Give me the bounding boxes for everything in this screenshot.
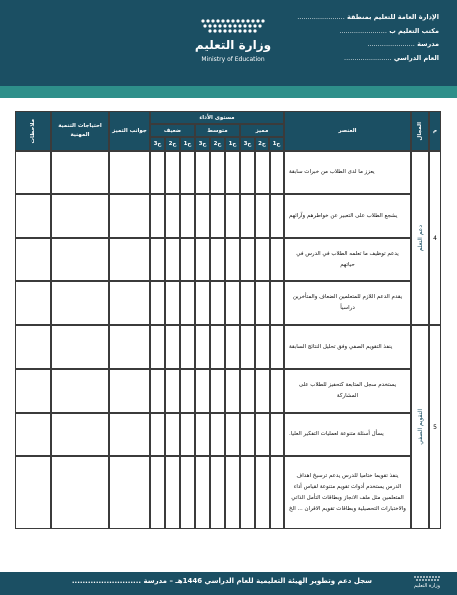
rating-cell[interactable] bbox=[270, 413, 284, 456]
rating-cell[interactable] bbox=[255, 369, 270, 413]
logo-dots-icon bbox=[193, 17, 273, 35]
pd-needs-cell[interactable] bbox=[51, 151, 109, 194]
sublevel: 2ج bbox=[255, 137, 269, 151]
rating-cell[interactable] bbox=[255, 413, 270, 456]
criterion-cell: يستخدم سجل المتابعة كتحفيز للطلاب على المشاركة bbox=[284, 369, 411, 413]
col-header-field-label: المجال bbox=[417, 121, 423, 141]
header-fill: ....................... bbox=[344, 53, 392, 62]
rating-cell[interactable] bbox=[225, 456, 240, 529]
notes-cell[interactable] bbox=[15, 369, 51, 413]
group-number: 5 bbox=[429, 325, 441, 529]
criterion-cell: يسأل أسئلة متنوعة لعمليات التفكير العليا. bbox=[284, 413, 411, 456]
rating-cell[interactable] bbox=[180, 194, 195, 238]
rating-cell[interactable] bbox=[210, 369, 225, 413]
rating-cell[interactable] bbox=[210, 413, 225, 456]
footer-logo bbox=[407, 575, 447, 592]
rating-cell[interactable] bbox=[225, 325, 240, 369]
sublevel: 3ج bbox=[240, 137, 255, 151]
rating-cell[interactable] bbox=[180, 456, 195, 529]
distinction-cell[interactable] bbox=[109, 281, 150, 325]
notes-cell[interactable] bbox=[15, 238, 51, 281]
notes-cell[interactable] bbox=[15, 325, 51, 369]
rating-cell[interactable] bbox=[195, 194, 210, 238]
col-header-pd-needs: احتياجات التنمية المهنية bbox=[51, 111, 109, 151]
rating-cell[interactable] bbox=[240, 369, 255, 413]
rating-cell[interactable] bbox=[165, 369, 180, 413]
ministry-logo bbox=[188, 14, 278, 70]
distinction-cell[interactable] bbox=[109, 325, 150, 369]
rating-cell[interactable] bbox=[240, 194, 255, 238]
rating-cell[interactable] bbox=[165, 151, 180, 194]
criterion-cell: ينفذ تقويما ختاميا للدرس يدعم ترسيخ اهداف الدرس يستخدم أدوات تقويم متنوعة لقياس أداء المتعلمين مثل ملف الانجاز وبطاقات التأمل الذاتي والاختبارات التحصيلية وبطاقات تقويم الاقران ... الخ bbox=[284, 456, 411, 529]
col-header-distinction: جوانب التميز bbox=[109, 111, 150, 151]
rating-cell[interactable] bbox=[165, 281, 180, 325]
rating-cell[interactable] bbox=[225, 194, 240, 238]
pd-needs-cell[interactable] bbox=[51, 456, 109, 529]
logo-arabic-text: وزارة التعليم bbox=[194, 38, 272, 52]
level-average: متوسط bbox=[195, 124, 240, 137]
criterion-cell: يعزز ما لدى الطلاب من خبرات سابقة bbox=[284, 151, 411, 194]
distinction-cell[interactable] bbox=[109, 151, 150, 194]
col-header-notes bbox=[15, 111, 51, 151]
rating-cell[interactable] bbox=[195, 456, 210, 529]
header-line-school bbox=[289, 38, 439, 52]
notes-cell[interactable] bbox=[15, 281, 51, 325]
sublevel: 1ج bbox=[225, 137, 240, 151]
logo-english-text: Ministry of Education bbox=[201, 56, 265, 63]
rating-cell[interactable] bbox=[180, 413, 195, 456]
rating-cell[interactable] bbox=[210, 456, 225, 529]
page-footer bbox=[0, 572, 457, 595]
rating-cell[interactable] bbox=[150, 281, 165, 325]
col-header-field bbox=[411, 111, 429, 151]
rating-cell[interactable] bbox=[150, 151, 165, 194]
rating-cell[interactable] bbox=[255, 194, 270, 238]
rating-cell[interactable] bbox=[210, 281, 225, 325]
pd-needs-cell[interactable] bbox=[51, 413, 109, 456]
col-header-criterion: العنصر bbox=[284, 111, 411, 151]
evaluation-table bbox=[15, 111, 441, 529]
rating-cell[interactable] bbox=[195, 369, 210, 413]
notes-cell[interactable] bbox=[15, 413, 51, 456]
rating-cell[interactable] bbox=[150, 456, 165, 529]
distinction-cell[interactable] bbox=[109, 194, 150, 238]
rating-cell[interactable] bbox=[240, 413, 255, 456]
rating-cell[interactable] bbox=[165, 238, 180, 281]
col-header-number: م bbox=[429, 111, 441, 151]
rating-cell[interactable] bbox=[270, 325, 284, 369]
footer-text: سجل دعم وتطوير الهيئة التعليمية للعام الدراسي 1446هـ – مدرسة .......................... bbox=[71, 577, 372, 585]
rating-cell[interactable] bbox=[240, 281, 255, 325]
rating-cell[interactable] bbox=[225, 151, 240, 194]
rating-cell[interactable] bbox=[210, 151, 225, 194]
col-header-performance-level: مستوى الأداء bbox=[150, 111, 284, 124]
sublevel: 2ج bbox=[210, 137, 225, 151]
criterion-cell: ينفذ التقويم الصفي وفق تحليل النتائج السابقة bbox=[284, 325, 411, 369]
rating-cell[interactable] bbox=[195, 413, 210, 456]
rating-cell[interactable] bbox=[195, 238, 210, 281]
header-label: مدرسة bbox=[417, 40, 439, 48]
rating-cell[interactable] bbox=[165, 456, 180, 529]
distinction-cell[interactable] bbox=[109, 413, 150, 456]
notes-cell[interactable] bbox=[15, 194, 51, 238]
rating-cell[interactable] bbox=[255, 238, 270, 281]
criterion-cell: يدعم توظيف ما تعلمه الطلاب في الدرس في حياتهم bbox=[284, 238, 411, 281]
rating-cell[interactable] bbox=[240, 456, 255, 529]
group-number: 4 bbox=[429, 151, 441, 325]
sublevel: 1ج bbox=[180, 137, 195, 151]
header-info bbox=[289, 11, 439, 65]
rating-cell[interactable] bbox=[210, 194, 225, 238]
rating-cell[interactable] bbox=[150, 325, 165, 369]
header-line-region bbox=[289, 11, 439, 25]
header-accent-band bbox=[0, 86, 457, 98]
rating-cell[interactable] bbox=[225, 281, 240, 325]
header-label: العام الدراسي bbox=[393, 53, 439, 62]
group-field-label: دعم التعلم bbox=[416, 224, 424, 252]
rating-cell[interactable] bbox=[195, 281, 210, 325]
rating-cell[interactable] bbox=[180, 238, 195, 281]
pd-needs-cell[interactable] bbox=[51, 325, 109, 369]
group-field-label: التقويم الصفي bbox=[416, 409, 424, 445]
rating-cell[interactable] bbox=[240, 325, 255, 369]
level-excellent: مميز bbox=[240, 124, 284, 137]
footer-logo-text: وزارة التعليم bbox=[413, 583, 441, 589]
rating-cell[interactable] bbox=[180, 151, 195, 194]
distinction-cell[interactable] bbox=[109, 456, 150, 529]
group-field bbox=[411, 151, 429, 325]
rating-cell[interactable] bbox=[180, 325, 195, 369]
distinction-cell[interactable] bbox=[109, 238, 150, 281]
rating-cell[interactable] bbox=[270, 281, 284, 325]
rating-cell[interactable] bbox=[270, 369, 284, 413]
rating-cell[interactable] bbox=[195, 151, 210, 194]
rating-cell[interactable] bbox=[195, 325, 210, 369]
rating-cell[interactable] bbox=[255, 151, 270, 194]
header-fill: ....................... bbox=[297, 13, 345, 21]
sublevel: 2ج bbox=[165, 137, 180, 151]
rating-cell[interactable] bbox=[165, 194, 180, 238]
header-label: الإدارة العامة للتعليم بمنطقة bbox=[347, 13, 439, 21]
header-line-office bbox=[289, 25, 439, 39]
rating-cell[interactable] bbox=[225, 369, 240, 413]
rating-cell[interactable] bbox=[180, 281, 195, 325]
group-field bbox=[411, 325, 429, 529]
pd-needs-cell[interactable] bbox=[51, 238, 109, 281]
pd-needs-cell[interactable] bbox=[51, 281, 109, 325]
sublevel: 3ج bbox=[195, 137, 210, 151]
notes-cell[interactable] bbox=[15, 456, 51, 529]
rating-cell[interactable] bbox=[150, 194, 165, 238]
rating-cell[interactable] bbox=[165, 413, 180, 456]
header-label: مكتب التعليم ب bbox=[389, 26, 439, 35]
page-header bbox=[0, 0, 457, 86]
rating-cell[interactable] bbox=[240, 238, 255, 281]
footer-logo-dots-icon bbox=[411, 575, 443, 583]
rating-cell[interactable] bbox=[150, 369, 165, 413]
rating-cell[interactable] bbox=[150, 238, 165, 281]
rating-cell[interactable] bbox=[255, 281, 270, 325]
rating-cell[interactable] bbox=[150, 413, 165, 456]
rating-cell[interactable] bbox=[270, 194, 284, 238]
header-fill: ....................... bbox=[339, 26, 387, 35]
criterion-cell: يقدم الدعم اللازم للمتعلمين الضعاف والمتأخرين دراسياً bbox=[284, 281, 411, 325]
rating-cell[interactable] bbox=[180, 369, 195, 413]
notes-cell[interactable] bbox=[15, 151, 51, 194]
distinction-cell[interactable] bbox=[109, 369, 150, 413]
rating-cell[interactable] bbox=[255, 325, 270, 369]
rating-cell[interactable] bbox=[270, 151, 284, 194]
rating-cell[interactable] bbox=[210, 325, 225, 369]
rating-cell[interactable] bbox=[255, 456, 270, 529]
rating-cell[interactable] bbox=[270, 456, 284, 529]
rating-cell[interactable] bbox=[225, 413, 240, 456]
rating-cell[interactable] bbox=[165, 325, 180, 369]
header-line-year bbox=[289, 52, 439, 66]
rating-cell[interactable] bbox=[270, 238, 284, 281]
criterion-cell: يشجع الطلاب على التعبير عن خواطرهم وآرائهم bbox=[284, 194, 411, 238]
rating-cell[interactable] bbox=[210, 238, 225, 281]
level-weak: ضعيف bbox=[150, 124, 195, 137]
col-header-notes-label: ملاحظات bbox=[30, 118, 36, 144]
pd-needs-cell[interactable] bbox=[51, 369, 109, 413]
header-fill: ....................... bbox=[367, 40, 415, 48]
sublevel: 3ج bbox=[150, 137, 165, 151]
pd-needs-cell[interactable] bbox=[51, 194, 109, 238]
sublevel: 1ج bbox=[269, 137, 284, 151]
rating-cell[interactable] bbox=[225, 238, 240, 281]
rating-cell[interactable] bbox=[240, 151, 255, 194]
